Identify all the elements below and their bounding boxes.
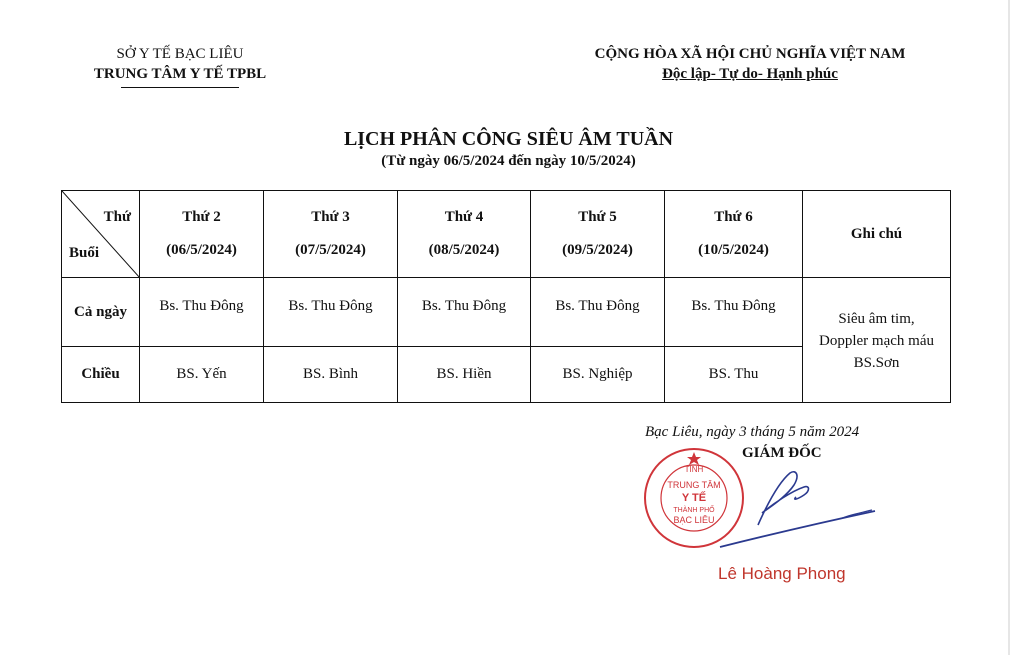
corner-label-session: Buổi bbox=[69, 245, 100, 261]
day-header bbox=[531, 191, 665, 278]
stamp-line: Y TẾ bbox=[681, 492, 707, 504]
session-label: Cả ngày bbox=[62, 278, 140, 347]
table-row bbox=[62, 278, 951, 347]
page-edge bbox=[1008, 0, 1010, 655]
day-name: Thứ 5 bbox=[578, 209, 617, 225]
day-name: Thứ 4 bbox=[444, 209, 484, 225]
day-name: Thứ 2 bbox=[182, 209, 221, 225]
corner-cell bbox=[62, 191, 140, 278]
day-header bbox=[665, 191, 803, 278]
stamp-top-text: TỈNH bbox=[684, 465, 704, 474]
schedule-cell: BS. Bình bbox=[264, 347, 398, 403]
note-header: Ghi chú bbox=[803, 191, 951, 278]
signer-name: Lê Hoàng Phong bbox=[718, 564, 846, 583]
signer-role: GIÁM ĐỐC bbox=[742, 445, 822, 461]
stamp-line: THÀNH PHỐ bbox=[673, 507, 715, 514]
day-name: Thứ 6 bbox=[714, 209, 753, 225]
schedule-cell: BS. Thu bbox=[665, 347, 803, 403]
note-cell bbox=[803, 278, 951, 403]
stamp-line: BẠC LIÊU bbox=[673, 515, 715, 525]
note-line: BS.Sơn bbox=[853, 355, 900, 371]
header-right bbox=[535, 44, 965, 84]
stamp-line: TRUNG TÂM bbox=[667, 480, 721, 490]
table-header-row bbox=[62, 191, 951, 278]
day-date: (09/5/2024) bbox=[562, 242, 633, 258]
schedule-cell: Bs. Thu Đông bbox=[140, 278, 264, 347]
day-date: (10/5/2024) bbox=[698, 242, 769, 258]
schedule-cell: BS. Nghiệp bbox=[531, 347, 665, 403]
schedule-cell: Bs. Thu Đông bbox=[398, 278, 531, 347]
schedule-cell: Bs. Thu Đông bbox=[264, 278, 398, 347]
diagonal-line bbox=[62, 191, 140, 278]
day-header bbox=[264, 191, 398, 278]
place-date: Bạc Liêu, ngày 3 tháng 5 năm 2024 bbox=[645, 424, 860, 440]
document-subtitle: (Từ ngày 06/5/2024 đến ngày 10/5/2024) bbox=[381, 153, 636, 169]
day-date: (08/5/2024) bbox=[428, 242, 500, 258]
schedule-cell: Bs. Thu Đông bbox=[665, 278, 803, 347]
day-date: (07/5/2024) bbox=[295, 242, 366, 258]
corner-label-day: Thứ bbox=[103, 209, 131, 225]
schedule-cell: BS. Yến bbox=[140, 347, 264, 403]
header-left bbox=[60, 44, 300, 88]
national-title: CỘNG HÒA XÃ HỘI CHỦ NGHĨA VIỆT NAM bbox=[594, 46, 906, 62]
day-header bbox=[398, 191, 531, 278]
note-line: Doppler mạch máu bbox=[819, 333, 934, 349]
note-line: Siêu âm tim, bbox=[838, 311, 915, 327]
day-header bbox=[140, 191, 264, 278]
session-label: Chiều bbox=[62, 347, 140, 403]
schedule-table bbox=[61, 190, 951, 403]
handwritten-signature bbox=[700, 455, 880, 555]
department-name: SỞ Y TẾ BẠC LIÊU bbox=[116, 46, 244, 62]
schedule-cell: BS. Hiền bbox=[398, 347, 531, 403]
header-left-rule bbox=[121, 87, 239, 88]
schedule-cell: Bs. Thu Đông bbox=[531, 278, 665, 347]
document-title: LỊCH PHÂN CÔNG SIÊU ÂM TUẦN bbox=[343, 128, 674, 150]
center-name: TRUNG TÂM Y TẾ TPBL bbox=[93, 66, 267, 82]
day-name: Thứ 3 bbox=[311, 209, 350, 225]
day-date: (06/5/2024) bbox=[166, 242, 237, 258]
national-motto: Độc lập- Tự do- Hạnh phúc bbox=[662, 66, 838, 82]
